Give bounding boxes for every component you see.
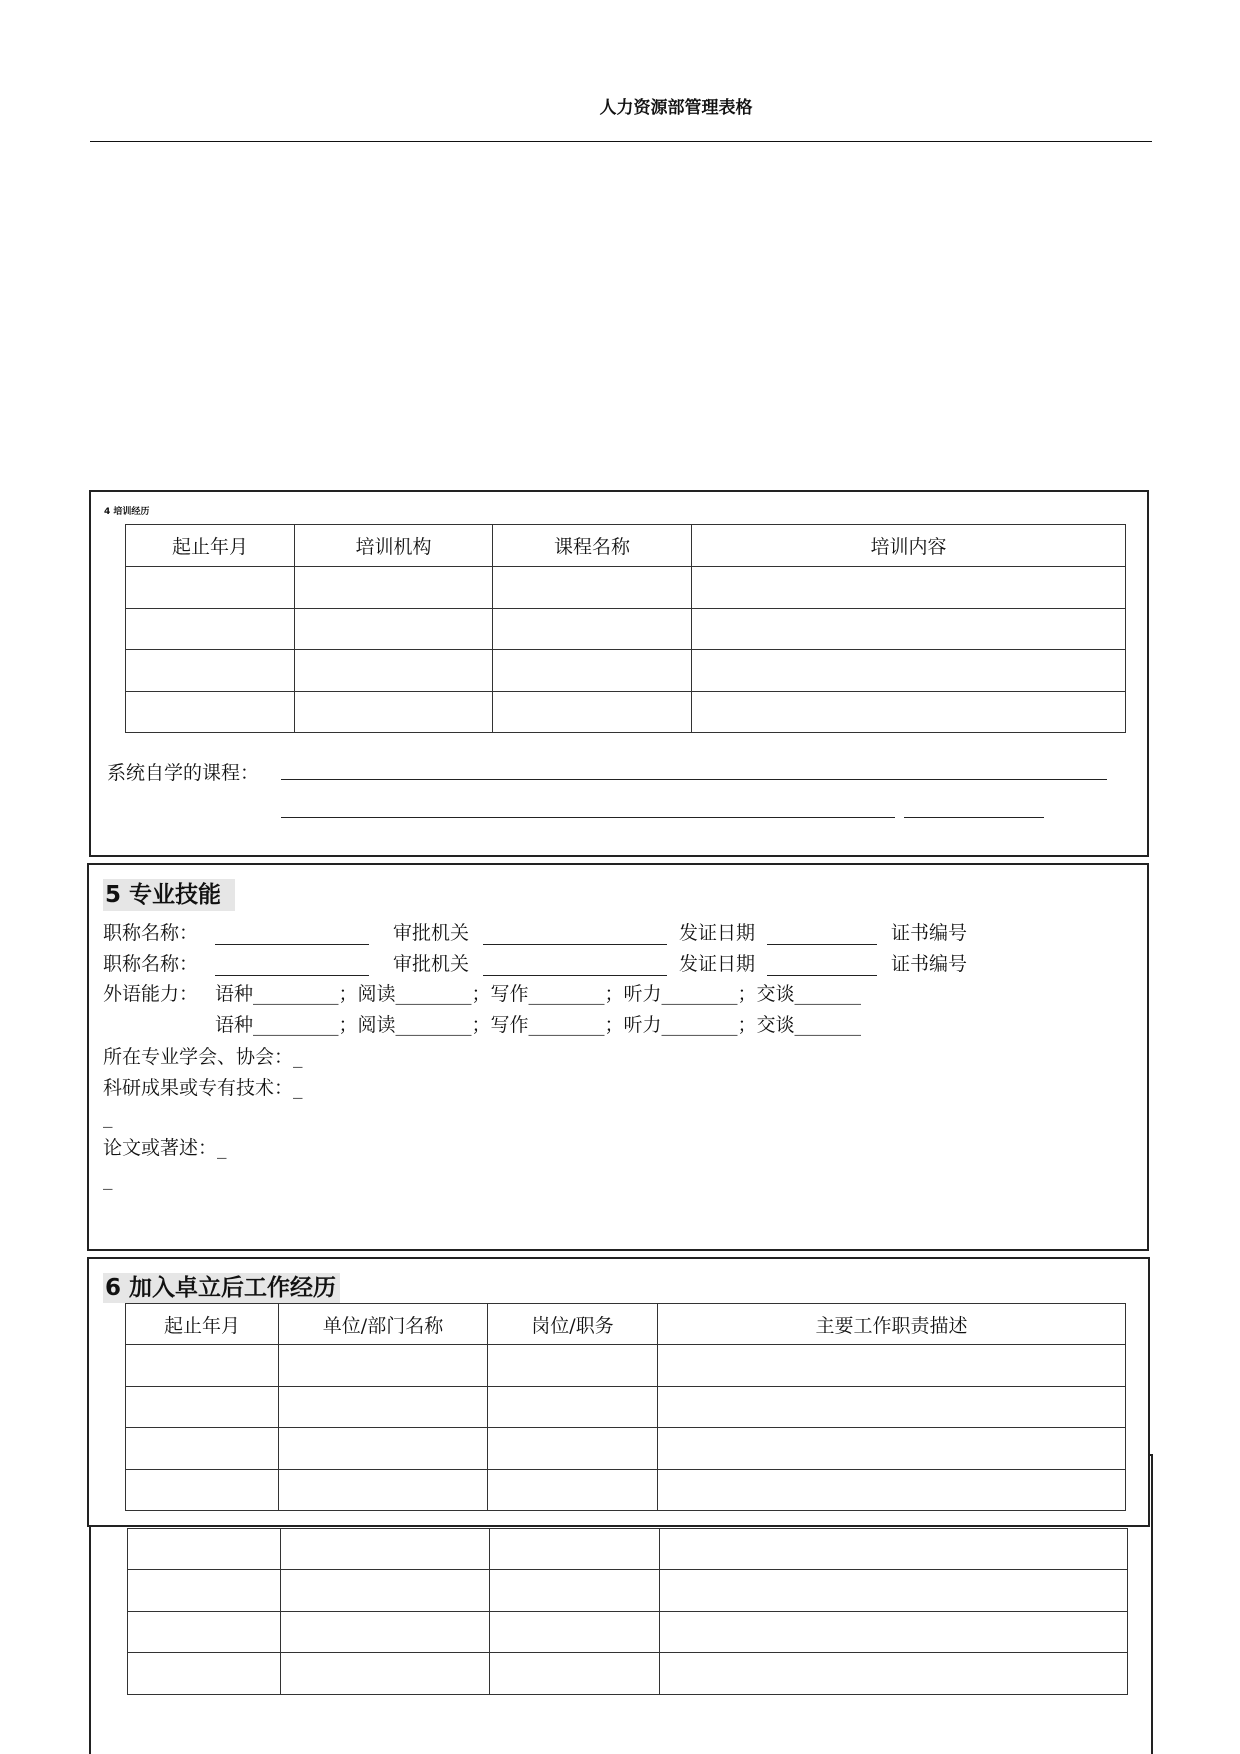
table-cell[interactable] <box>488 1387 658 1428</box>
training-col-content: 培训内容 <box>692 525 1126 567</box>
table-cell[interactable] <box>660 1612 1128 1653</box>
title-row-2-cert: 证书编号 <box>891 953 968 975</box>
work-table-continued <box>127 1528 1128 1695</box>
language-label: 外语能力： <box>103 983 199 1005</box>
table-cell[interactable] <box>490 1570 660 1612</box>
table-cell[interactable] <box>126 1345 279 1387</box>
table-row <box>128 1612 1128 1653</box>
table-cell[interactable] <box>126 1387 279 1428</box>
table-cell[interactable] <box>658 1387 1126 1428</box>
table-cell[interactable] <box>279 1428 488 1470</box>
title-row-2-authority: 审批机关 <box>393 953 470 975</box>
table-cell[interactable] <box>295 650 493 692</box>
table-cell[interactable] <box>488 1470 658 1511</box>
table-cell[interactable] <box>126 609 295 650</box>
table-cell[interactable] <box>658 1428 1126 1470</box>
table-cell[interactable] <box>493 650 692 692</box>
title-row-2-date-line[interactable] <box>767 975 877 976</box>
table-cell[interactable] <box>493 609 692 650</box>
table-row <box>126 609 1126 650</box>
table-cell[interactable] <box>488 1345 658 1387</box>
table-cell[interactable] <box>692 692 1126 733</box>
table-cell[interactable] <box>295 692 493 733</box>
table-row <box>126 1387 1126 1428</box>
table-cell[interactable] <box>488 1428 658 1470</box>
table-cell[interactable] <box>660 1653 1128 1695</box>
table-cell[interactable] <box>126 567 295 609</box>
skills-section <box>87 863 1149 1251</box>
table-cell[interactable] <box>493 567 692 609</box>
table-cell[interactable] <box>126 1470 279 1511</box>
training-col-course: 课程名称 <box>493 525 692 567</box>
work-col-duties: 主要工作职责描述 <box>658 1304 1126 1345</box>
title-row-1-name-line[interactable] <box>215 944 369 945</box>
title-row-2-label: 职称名称： <box>103 953 199 975</box>
table-cell[interactable] <box>279 1470 488 1511</box>
table-cell[interactable] <box>128 1653 281 1695</box>
papers-label[interactable]: 论文或著述：_ <box>103 1137 227 1159</box>
self-study-line-2a[interactable] <box>281 817 895 818</box>
title-row-1-authority: 审批机关 <box>393 922 470 944</box>
work-col-department: 单位/部门名称 <box>279 1304 488 1345</box>
table-row <box>126 1428 1126 1470</box>
work-section <box>87 1257 1150 1527</box>
page-header-title: 人力资源部管理表格 <box>599 98 753 118</box>
training-col-period: 起止年月 <box>126 525 295 567</box>
training-section-title: 4 培训经历 <box>104 507 150 517</box>
self-study-line-1[interactable] <box>281 779 1107 780</box>
research-continuation[interactable]: _ <box>103 1106 113 1128</box>
table-cell[interactable] <box>281 1570 490 1612</box>
table-cell[interactable] <box>658 1345 1126 1387</box>
self-study-line-2b[interactable] <box>904 817 1044 818</box>
table-cell[interactable] <box>281 1612 490 1653</box>
table-row <box>126 1345 1126 1387</box>
table-cell[interactable] <box>128 1570 281 1612</box>
papers-continuation[interactable]: _ <box>103 1168 113 1190</box>
training-section <box>89 490 1149 857</box>
table-row <box>126 567 1126 609</box>
table-row <box>126 1470 1126 1511</box>
table-cell[interactable] <box>490 1612 660 1653</box>
title-row-1-date: 发证日期 <box>679 922 756 944</box>
table-cell[interactable] <box>281 1529 490 1570</box>
title-row-1-date-line[interactable] <box>767 944 877 945</box>
header-rule <box>90 141 1152 142</box>
table-cell[interactable] <box>279 1387 488 1428</box>
title-row-2-date: 发证日期 <box>679 953 756 975</box>
table-cell[interactable] <box>126 692 295 733</box>
work-col-position: 岗位/职务 <box>488 1304 658 1345</box>
research-label[interactable]: 科研成果或专有技术：_ <box>103 1077 303 1099</box>
title-row-1-authority-line[interactable] <box>483 944 667 945</box>
table-cell[interactable] <box>660 1570 1128 1612</box>
title-row-2-authority-line[interactable] <box>483 975 667 976</box>
table-cell[interactable] <box>692 650 1126 692</box>
training-col-institution: 培训机构 <box>295 525 493 567</box>
training-table-header-row <box>126 525 1126 567</box>
table-cell[interactable] <box>295 609 493 650</box>
self-study-label: 系统自学的课程： <box>107 762 260 784</box>
table-cell[interactable] <box>493 692 692 733</box>
table-cell[interactable] <box>279 1345 488 1387</box>
title-row-1-label: 职称名称： <box>103 922 199 944</box>
work-table <box>125 1303 1126 1511</box>
table-row <box>128 1570 1128 1612</box>
association-label[interactable]: 所在专业学会、协会：_ <box>103 1046 303 1068</box>
table-cell[interactable] <box>658 1470 1126 1511</box>
work-col-period: 起止年月 <box>126 1304 279 1345</box>
table-cell[interactable] <box>295 567 493 609</box>
table-cell[interactable] <box>490 1529 660 1570</box>
table-cell[interactable] <box>126 1428 279 1470</box>
language-row-2[interactable]: 语种_________；阅读________；写作________；听力________；交谈_______ <box>215 1014 862 1036</box>
training-table <box>125 524 1126 733</box>
table-row <box>128 1529 1128 1570</box>
language-row-1[interactable]: 语种_________；阅读________；写作________；听力________；交谈_______ <box>215 983 862 1005</box>
table-row <box>128 1653 1128 1695</box>
table-cell[interactable] <box>660 1529 1128 1570</box>
table-cell[interactable] <box>128 1529 281 1570</box>
table-cell[interactable] <box>692 609 1126 650</box>
work-section-title: 6 加入卓立后工作经历 <box>103 1273 340 1303</box>
table-row <box>126 650 1126 692</box>
table-cell[interactable] <box>126 650 295 692</box>
table-cell[interactable] <box>128 1612 281 1653</box>
table-row <box>126 692 1126 733</box>
title-row-2-name-line[interactable] <box>215 975 369 976</box>
work-table-header-row <box>126 1304 1126 1345</box>
skills-section-title: 5 专业技能 <box>103 879 235 911</box>
table-cell[interactable] <box>281 1653 490 1695</box>
title-row-1-cert: 证书编号 <box>891 922 968 944</box>
table-cell[interactable] <box>490 1653 660 1695</box>
table-cell[interactable] <box>692 567 1126 609</box>
